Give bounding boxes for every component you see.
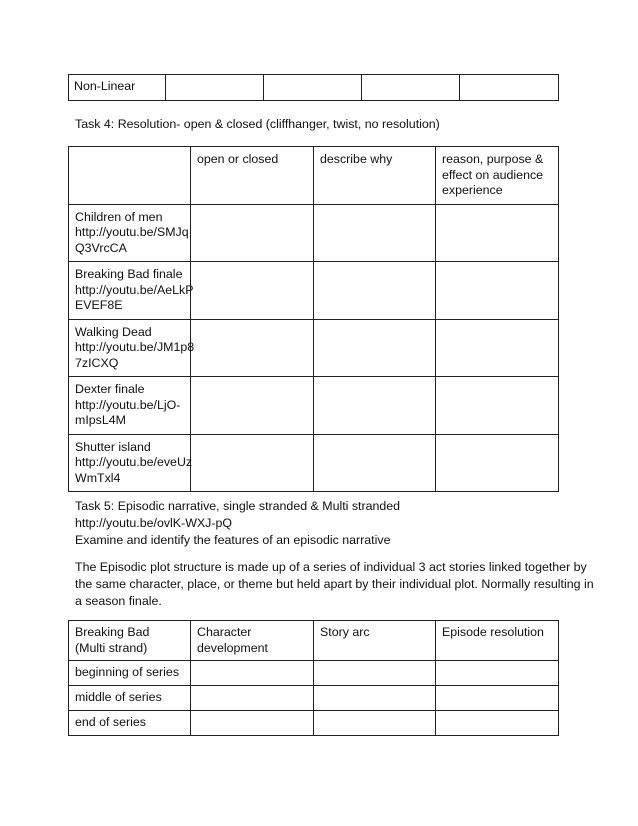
task4-heading: Task 4: Resolution- open & closed (cliffhanger, twist, no resolution) [75,117,440,131]
table-cell[interactable] [314,661,436,686]
task5-instruction: Examine and identify the features of an episodic narrative [75,533,391,547]
film-link[interactable]: http://youtu.be/LjO- [75,397,181,412]
film-link[interactable]: 7zICXQ [75,355,119,370]
table-cell[interactable] [191,434,314,492]
row-label: middle of series [69,686,191,711]
task5-link[interactable]: http://youtu.be/ovlK-WXJ-pQ [75,516,233,530]
task5-heading: Task 5: Episodic narrative, single stranded & Multi stranded [75,499,401,513]
table-row [69,377,559,435]
film-title: Dexter finale [75,382,145,396]
header-describe-why: describe why [314,147,436,205]
table-cell[interactable] [436,434,559,492]
episodic-paragraph [75,559,594,610]
table-cell[interactable] [191,661,314,686]
header-line: (Multi strand) [75,640,148,655]
non-linear-label: Non-Linear [69,75,166,101]
row-label: beginning of series [69,661,191,686]
table-cell[interactable] [460,75,559,101]
table-row [69,661,559,686]
film-title: Walking Dead [75,324,152,339]
film-cell [69,204,191,262]
table-cell[interactable] [436,377,559,435]
table-cell[interactable] [362,75,460,101]
header-cell-empty [69,147,191,205]
film-cell [69,377,191,435]
header-line: Character [197,625,252,639]
table-cell[interactable] [436,204,559,262]
table-cell[interactable] [191,377,314,435]
table-cell[interactable] [166,75,264,101]
table-cell[interactable] [314,204,436,262]
table-row [69,434,559,492]
film-cell [69,262,194,320]
table-header-row [69,147,559,205]
header-story-arc: Story arc [314,621,436,661]
episodic-table [68,620,559,736]
table-row [69,204,559,262]
paragraph-line: The Episodic plot structure is made up of a series of individual 3 act stories linked together by [75,560,587,574]
resolution-table [68,146,559,492]
table-cell[interactable] [436,262,559,320]
film-title: Children of men [75,209,163,224]
table-cell[interactable] [191,686,314,711]
header-reason-purpose: reason, purpose & effect on audience experience [436,147,559,205]
header-line: development [197,640,268,655]
table-cell[interactable] [191,204,314,262]
header-open-or-closed: open or closed [191,147,314,205]
non-linear-table [68,74,559,101]
row-label: end of series [69,711,191,736]
film-link[interactable]: http://youtu.be/JM1p8 [75,340,195,354]
table-cell[interactable] [436,711,559,736]
table-row [69,711,559,736]
table-header-row [69,621,559,661]
film-link[interactable]: http://youtu.be/eveUz [75,455,193,469]
header-breaking-bad [69,621,191,661]
table-cell[interactable] [314,377,436,435]
table-row [69,75,559,101]
table-cell[interactable] [314,262,436,320]
film-title: Breaking Bad finale [75,267,183,281]
film-link[interactable]: WmTxl4 [75,470,121,485]
table-cell[interactable] [314,711,436,736]
table-row [69,262,559,320]
header-character-development [191,621,314,661]
header-episode-resolution: Episode resolution [436,621,559,661]
table-cell[interactable] [436,686,559,711]
film-link[interactable]: mIpsL4M [75,413,126,427]
table-cell[interactable] [264,75,362,101]
paragraph-line: a season finale. [75,594,162,608]
table-row [69,686,559,711]
film-link[interactable]: EVEF8E [75,298,123,312]
table-cell[interactable] [191,319,314,377]
table-cell[interactable] [314,319,436,377]
film-title: Shutter island [75,439,151,454]
table-cell[interactable] [191,262,314,320]
film-cell [69,319,195,377]
film-link[interactable]: Q3VrcCA [75,240,127,255]
film-link[interactable]: http://youtu.be/AeLkP [75,282,194,297]
header-line: Breaking Bad [75,625,150,639]
table-cell[interactable] [436,661,559,686]
table-cell[interactable] [436,319,559,377]
paragraph-line: the same character, place, or theme but held apart by their individual plot. Normally resulting in [75,577,594,591]
table-row [69,319,559,377]
table-cell[interactable] [314,434,436,492]
table-cell[interactable] [191,711,314,736]
film-link[interactable]: http://youtu.be/SMJq [75,225,189,239]
film-cell [69,434,191,492]
table-cell[interactable] [314,686,436,711]
